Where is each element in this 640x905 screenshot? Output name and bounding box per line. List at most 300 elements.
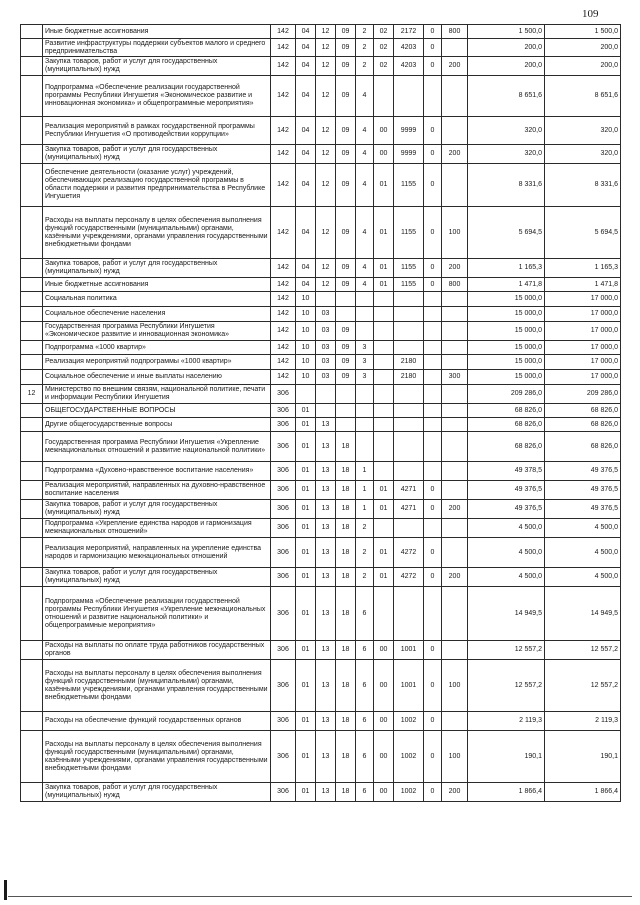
code-subsection: 12 <box>316 25 336 39</box>
code-direction: 9999 <box>394 117 424 145</box>
code-extra <box>424 322 442 341</box>
code-expense-type <box>442 341 468 355</box>
code-subprogram: 1 <box>356 500 374 519</box>
bottom-rule <box>8 896 632 897</box>
code-section: 01 <box>296 587 316 641</box>
item-name: Закупка товаров, работ и услуг для государственных (муниципальных) нужд <box>43 568 271 587</box>
row-number <box>21 39 43 57</box>
code-program: 09 <box>336 278 356 292</box>
code-main-event <box>374 519 394 538</box>
code-ministry: 306 <box>271 783 296 802</box>
code-expense-type <box>442 712 468 731</box>
code-direction: 1002 <box>394 731 424 783</box>
code-ministry: 142 <box>271 355 296 370</box>
table-row <box>21 519 621 538</box>
amount-year-1: 4 500,0 <box>468 519 545 538</box>
item-name: Социальное обеспечение населения <box>43 307 271 322</box>
amount-year-1: 190,1 <box>468 731 545 783</box>
code-extra <box>424 404 442 418</box>
code-main-event: 01 <box>374 259 394 278</box>
code-program: 09 <box>336 117 356 145</box>
table-row <box>21 418 621 432</box>
row-number: 12 <box>21 385 43 404</box>
code-subprogram <box>356 432 374 462</box>
code-section: 01 <box>296 783 316 802</box>
table-row <box>21 500 621 519</box>
code-subsection <box>316 404 336 418</box>
code-extra: 0 <box>424 641 442 660</box>
code-direction: 4203 <box>394 57 424 76</box>
amount-year-2: 4 500,0 <box>545 538 621 568</box>
code-extra: 0 <box>424 481 442 500</box>
amount-year-2: 209 286,0 <box>545 385 621 404</box>
code-expense-type: 200 <box>442 259 468 278</box>
code-ministry: 142 <box>271 322 296 341</box>
code-subprogram: 1 <box>356 462 374 481</box>
code-section <box>296 385 316 404</box>
code-subprogram: 3 <box>356 341 374 355</box>
code-expense-type <box>442 292 468 307</box>
code-direction <box>394 404 424 418</box>
code-direction <box>394 322 424 341</box>
code-ministry: 142 <box>271 76 296 117</box>
code-subsection: 03 <box>316 341 336 355</box>
code-extra: 0 <box>424 712 442 731</box>
code-subsection: 13 <box>316 731 336 783</box>
item-name: Социальное обеспечение и иные выплаты населению <box>43 370 271 385</box>
code-extra <box>424 385 442 404</box>
code-extra: 0 <box>424 164 442 207</box>
code-section: 10 <box>296 322 316 341</box>
code-subsection: 12 <box>316 76 336 117</box>
item-name: Расходы на обеспечение функций государственных органов <box>43 712 271 731</box>
amount-year-1: 14 949,5 <box>468 587 545 641</box>
code-program <box>336 418 356 432</box>
code-expense-type: 800 <box>442 25 468 39</box>
code-extra: 0 <box>424 783 442 802</box>
code-extra: 0 <box>424 39 442 57</box>
code-program: 09 <box>336 322 356 341</box>
code-extra: 0 <box>424 568 442 587</box>
code-subsection: 13 <box>316 641 336 660</box>
code-subprogram: 6 <box>356 660 374 712</box>
row-number <box>21 519 43 538</box>
code-expense-type: 200 <box>442 568 468 587</box>
code-subsection: 03 <box>316 322 336 341</box>
code-main-event <box>374 307 394 322</box>
code-program: 18 <box>336 712 356 731</box>
code-section: 01 <box>296 500 316 519</box>
code-main-event: 01 <box>374 568 394 587</box>
amount-year-1: 320,0 <box>468 117 545 145</box>
code-expense-type: 200 <box>442 783 468 802</box>
code-expense-type <box>442 481 468 500</box>
row-number <box>21 712 43 731</box>
amount-year-2: 190,1 <box>545 731 621 783</box>
table-row <box>21 39 621 57</box>
code-program: 18 <box>336 660 356 712</box>
code-ministry: 142 <box>271 25 296 39</box>
amount-year-2: 12 557,2 <box>545 660 621 712</box>
code-program <box>336 404 356 418</box>
row-number <box>21 641 43 660</box>
amount-year-1: 200,0 <box>468 39 545 57</box>
row-number <box>21 117 43 145</box>
scan-edge-mark <box>4 880 7 900</box>
code-ministry: 306 <box>271 538 296 568</box>
row-number <box>21 259 43 278</box>
table-row <box>21 712 621 731</box>
amount-year-1: 49 378,5 <box>468 462 545 481</box>
code-main-event: 00 <box>374 660 394 712</box>
code-main-event: 02 <box>374 57 394 76</box>
code-main-event: 00 <box>374 731 394 783</box>
amount-year-2: 1 471,8 <box>545 278 621 292</box>
amount-year-1: 49 376,5 <box>468 500 545 519</box>
item-name: Расходы на выплаты по оплате труда работников государственных органов <box>43 641 271 660</box>
code-subsection: 12 <box>316 145 336 164</box>
code-extra: 0 <box>424 57 442 76</box>
code-program <box>336 307 356 322</box>
table-row <box>21 76 621 117</box>
code-program: 18 <box>336 462 356 481</box>
code-direction <box>394 418 424 432</box>
code-subsection: 13 <box>316 500 336 519</box>
amount-year-2: 17 000,0 <box>545 341 621 355</box>
code-section: 01 <box>296 712 316 731</box>
amount-year-1: 209 286,0 <box>468 385 545 404</box>
code-main-event <box>374 292 394 307</box>
item-name: ОБЩЕГОСУДАРСТВЕННЫЕ ВОПРОСЫ <box>43 404 271 418</box>
code-ministry: 306 <box>271 462 296 481</box>
code-section: 01 <box>296 404 316 418</box>
code-subsection <box>316 292 336 307</box>
code-program: 18 <box>336 538 356 568</box>
row-number <box>21 322 43 341</box>
item-name: Министерство по внешним связям, национальной политике, печати и информации Республики Ингушетия <box>43 385 271 404</box>
code-main-event <box>374 76 394 117</box>
code-direction: 1155 <box>394 259 424 278</box>
code-main-event <box>374 355 394 370</box>
code-extra <box>424 292 442 307</box>
amount-year-1: 1 500,0 <box>468 25 545 39</box>
item-name: Подпрограмма «Духовно-нравственное воспитание населения» <box>43 462 271 481</box>
amount-year-2: 68 826,0 <box>545 418 621 432</box>
code-section: 01 <box>296 731 316 783</box>
code-subsection: 13 <box>316 481 336 500</box>
code-ministry: 306 <box>271 519 296 538</box>
item-name: Развитие инфраструктуры поддержки субъектов малого и среднего предпринимательства <box>43 39 271 57</box>
code-extra: 0 <box>424 660 442 712</box>
code-main-event: 02 <box>374 39 394 57</box>
amount-year-1: 1 471,8 <box>468 278 545 292</box>
code-subsection: 13 <box>316 432 336 462</box>
amount-year-1: 5 694,5 <box>468 207 545 259</box>
code-program: 18 <box>336 587 356 641</box>
code-subprogram: 4 <box>356 164 374 207</box>
code-subsection: 13 <box>316 538 336 568</box>
code-subsection: 12 <box>316 278 336 292</box>
row-number <box>21 145 43 164</box>
code-section: 10 <box>296 307 316 322</box>
code-direction <box>394 307 424 322</box>
item-name: Подпрограмма «1000 квартир» <box>43 341 271 355</box>
code-subsection: 12 <box>316 207 336 259</box>
amount-year-2: 68 826,0 <box>545 404 621 418</box>
code-program <box>336 292 356 307</box>
code-expense-type <box>442 39 468 57</box>
row-number <box>21 370 43 385</box>
code-expense-type <box>442 355 468 370</box>
code-extra <box>424 76 442 117</box>
amount-year-1: 1 165,3 <box>468 259 545 278</box>
table-row <box>21 259 621 278</box>
code-expense-type <box>442 432 468 462</box>
amount-year-2: 4 500,0 <box>545 568 621 587</box>
code-subsection: 13 <box>316 418 336 432</box>
code-direction: 1155 <box>394 164 424 207</box>
code-ministry: 306 <box>271 660 296 712</box>
code-expense-type <box>442 538 468 568</box>
amount-year-1: 2 119,3 <box>468 712 545 731</box>
code-main-event: 01 <box>374 500 394 519</box>
row-number <box>21 207 43 259</box>
code-main-event <box>374 322 394 341</box>
code-expense-type: 100 <box>442 207 468 259</box>
code-section: 01 <box>296 660 316 712</box>
item-name: Иные бюджетные ассигнования <box>43 25 271 39</box>
code-ministry: 142 <box>271 39 296 57</box>
code-section: 10 <box>296 370 316 385</box>
code-subprogram: 6 <box>356 641 374 660</box>
code-direction <box>394 385 424 404</box>
code-ministry: 142 <box>271 207 296 259</box>
table-row <box>21 462 621 481</box>
table-row <box>21 322 621 341</box>
code-direction: 1155 <box>394 207 424 259</box>
item-name: Закупка товаров, работ и услуг для государственных (муниципальных) нужд <box>43 783 271 802</box>
amount-year-2: 1 165,3 <box>545 259 621 278</box>
code-ministry: 306 <box>271 641 296 660</box>
code-subsection: 13 <box>316 783 336 802</box>
code-section: 04 <box>296 39 316 57</box>
code-direction: 4272 <box>394 568 424 587</box>
amount-year-1: 12 557,2 <box>468 641 545 660</box>
code-main-event <box>374 432 394 462</box>
code-extra: 0 <box>424 25 442 39</box>
code-direction: 2180 <box>394 355 424 370</box>
item-name: Реализация мероприятий в рамках государственной программы Республики Ингушетия «О противодействии коррупции» <box>43 117 271 145</box>
code-main-event: 00 <box>374 641 394 660</box>
table-row <box>21 25 621 39</box>
code-section: 01 <box>296 432 316 462</box>
amount-year-1: 200,0 <box>468 57 545 76</box>
code-extra <box>424 462 442 481</box>
row-number <box>21 418 43 432</box>
code-ministry: 142 <box>271 259 296 278</box>
code-main-event: 00 <box>374 145 394 164</box>
code-subprogram <box>356 292 374 307</box>
code-program: 09 <box>336 370 356 385</box>
amount-year-1: 15 000,0 <box>468 292 545 307</box>
code-main-event <box>374 370 394 385</box>
code-direction: 4271 <box>394 481 424 500</box>
code-expense-type <box>442 418 468 432</box>
item-name: Другие общегосударственные вопросы <box>43 418 271 432</box>
amount-year-1: 4 500,0 <box>468 538 545 568</box>
row-number <box>21 731 43 783</box>
code-expense-type: 200 <box>442 57 468 76</box>
code-ministry: 142 <box>271 278 296 292</box>
row-number <box>21 404 43 418</box>
code-main-event <box>374 341 394 355</box>
code-program: 18 <box>336 432 356 462</box>
code-subprogram: 2 <box>356 538 374 568</box>
code-section: 01 <box>296 481 316 500</box>
code-section: 04 <box>296 57 316 76</box>
code-program: 09 <box>336 25 356 39</box>
amount-year-2: 12 557,2 <box>545 641 621 660</box>
code-expense-type <box>442 519 468 538</box>
code-main-event: 01 <box>374 207 394 259</box>
code-program: 18 <box>336 481 356 500</box>
code-extra <box>424 418 442 432</box>
code-program: 18 <box>336 519 356 538</box>
code-section: 01 <box>296 568 316 587</box>
code-direction <box>394 519 424 538</box>
amount-year-2: 49 376,5 <box>545 462 621 481</box>
table-row <box>21 481 621 500</box>
code-expense-type <box>442 117 468 145</box>
code-section: 01 <box>296 641 316 660</box>
code-extra <box>424 341 442 355</box>
item-name: Обеспечение деятельности (оказание услуг) учреждений, обеспечивающих реализацию государственной программы в области поддержки и развития предпринимательства в Республике Ингушетия <box>43 164 271 207</box>
amount-year-1: 49 376,5 <box>468 481 545 500</box>
code-section: 04 <box>296 117 316 145</box>
code-expense-type <box>442 404 468 418</box>
amount-year-2: 17 000,0 <box>545 292 621 307</box>
code-section: 04 <box>296 164 316 207</box>
code-subprogram: 4 <box>356 76 374 117</box>
row-number <box>21 25 43 39</box>
table-row <box>21 538 621 568</box>
item-name: Подпрограмма «Укрепление единства народов и гармонизация межнациональных отношений» <box>43 519 271 538</box>
code-extra: 0 <box>424 731 442 783</box>
code-section: 01 <box>296 462 316 481</box>
item-name: Реализация мероприятий, направленных на духовно-нравственное воспитание населения <box>43 481 271 500</box>
table-row <box>21 432 621 462</box>
code-expense-type: 300 <box>442 370 468 385</box>
amount-year-2: 2 119,3 <box>545 712 621 731</box>
amount-year-1: 8 331,6 <box>468 164 545 207</box>
code-main-event: 01 <box>374 164 394 207</box>
amount-year-2: 320,0 <box>545 117 621 145</box>
code-subprogram: 6 <box>356 587 374 641</box>
code-direction: 9999 <box>394 145 424 164</box>
code-direction <box>394 341 424 355</box>
row-number <box>21 568 43 587</box>
amount-year-2: 320,0 <box>545 145 621 164</box>
code-section: 01 <box>296 418 316 432</box>
code-extra: 0 <box>424 207 442 259</box>
code-section: 01 <box>296 519 316 538</box>
code-direction <box>394 292 424 307</box>
code-program: 09 <box>336 341 356 355</box>
code-expense-type <box>442 587 468 641</box>
code-ministry: 306 <box>271 731 296 783</box>
code-direction <box>394 76 424 117</box>
code-direction: 1001 <box>394 641 424 660</box>
code-subsection: 13 <box>316 568 336 587</box>
code-program: 09 <box>336 145 356 164</box>
code-expense-type <box>442 641 468 660</box>
item-name: Закупка товаров, работ и услуг для государственных (муниципальных) нужд <box>43 500 271 519</box>
code-extra <box>424 432 442 462</box>
item-name: Государственная программа Республики Ингушетия «Укрепление межнациональных отношений и развитие национальной политики» <box>43 432 271 462</box>
row-number <box>21 57 43 76</box>
row-number <box>21 783 43 802</box>
table-row <box>21 783 621 802</box>
code-subprogram: 3 <box>356 355 374 370</box>
code-section: 10 <box>296 341 316 355</box>
table-row <box>21 57 621 76</box>
table-row <box>21 307 621 322</box>
code-ministry: 306 <box>271 418 296 432</box>
table-row <box>21 568 621 587</box>
row-number <box>21 432 43 462</box>
code-ministry: 306 <box>271 568 296 587</box>
amount-year-1: 4 500,0 <box>468 568 545 587</box>
code-program: 18 <box>336 500 356 519</box>
item-name: Закупка товаров, работ и услуг для государственных (муниципальных) нужд <box>43 57 271 76</box>
item-name: Социальная политика <box>43 292 271 307</box>
amount-year-2: 1 500,0 <box>545 25 621 39</box>
code-main-event: 00 <box>374 712 394 731</box>
code-expense-type: 200 <box>442 500 468 519</box>
code-extra <box>424 370 442 385</box>
code-section: 04 <box>296 207 316 259</box>
code-section: 04 <box>296 76 316 117</box>
code-subprogram <box>356 322 374 341</box>
amount-year-2: 8 331,6 <box>545 164 621 207</box>
code-subsection: 03 <box>316 355 336 370</box>
code-subsection: 13 <box>316 660 336 712</box>
row-number <box>21 538 43 568</box>
code-subprogram: 2 <box>356 568 374 587</box>
row-number <box>21 341 43 355</box>
amount-year-2: 14 949,5 <box>545 587 621 641</box>
code-subprogram: 4 <box>356 145 374 164</box>
amount-year-2: 200,0 <box>545 57 621 76</box>
code-extra: 0 <box>424 117 442 145</box>
code-subprogram: 6 <box>356 712 374 731</box>
code-ministry: 142 <box>271 341 296 355</box>
amount-year-2: 1 866,4 <box>545 783 621 802</box>
table-row <box>21 385 621 404</box>
amount-year-1: 68 826,0 <box>468 432 545 462</box>
code-extra: 0 <box>424 259 442 278</box>
code-subsection: 03 <box>316 307 336 322</box>
code-main-event: 01 <box>374 278 394 292</box>
item-name: Подпрограмма «Обеспечение реализации государственной программы Республики Ингушетия «Экономическое развитие и инновационная экономика» и общепрограммные мероприятия» <box>43 76 271 117</box>
code-program: 09 <box>336 164 356 207</box>
table-row <box>21 164 621 207</box>
row-number <box>21 500 43 519</box>
amount-year-1: 320,0 <box>468 145 545 164</box>
code-subprogram: 2 <box>356 39 374 57</box>
row-number <box>21 481 43 500</box>
table-row <box>21 117 621 145</box>
